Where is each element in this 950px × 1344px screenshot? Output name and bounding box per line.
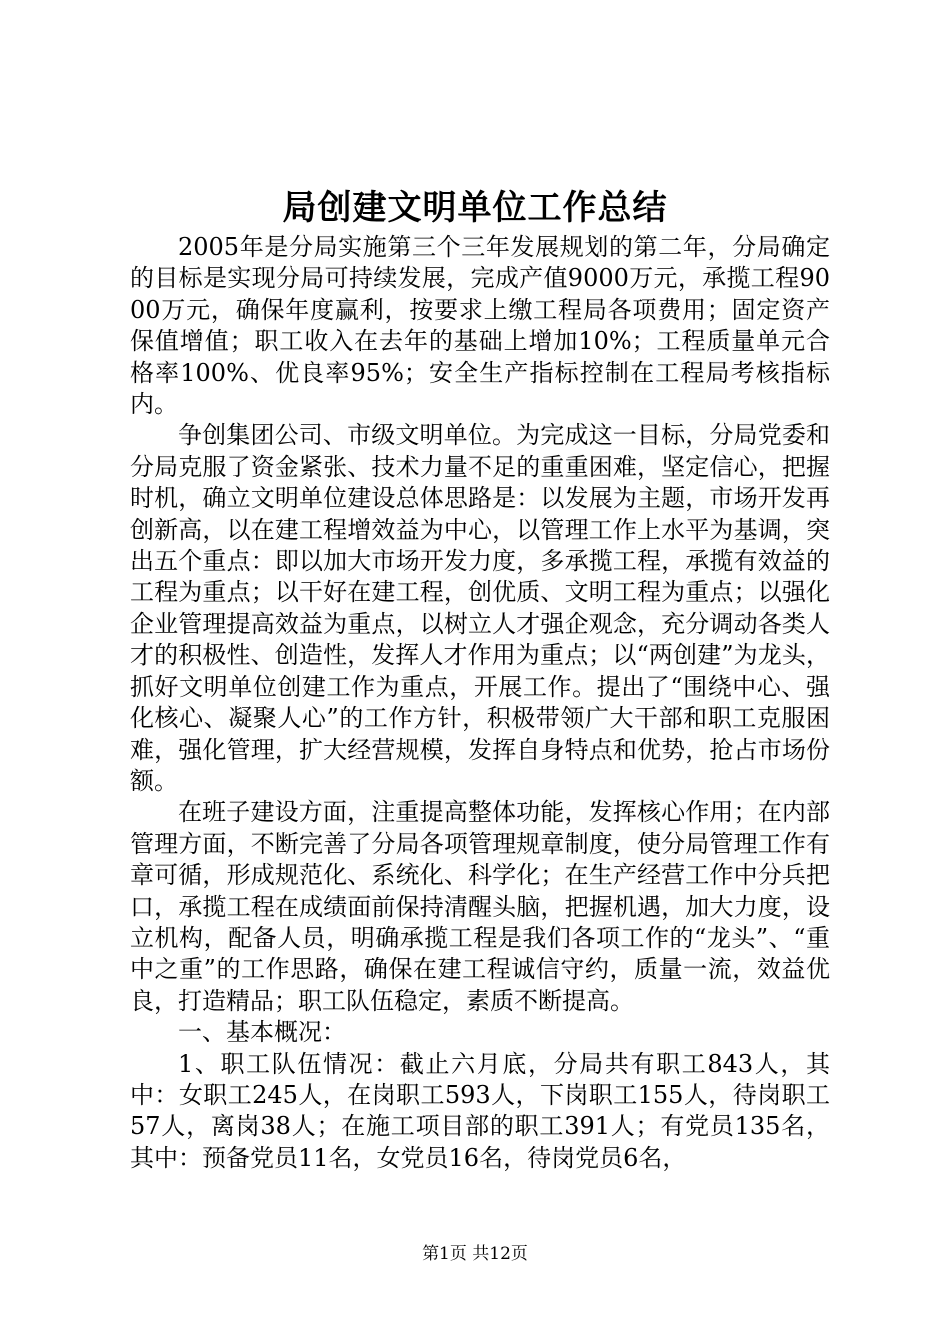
paragraph-intro: 2005年是分局实施第三个三年发展规划的第二年，分局确定的目标是实现分局可持续发展，完成产值9000万元，承揽工程9000万元，确保年度赢利，按要求上缴工程局各项费用；固定资产保值增值；职工收入在去年的基础上增加10%；工程质量单元合格率100%、优良率95%；安全生产指标控制在工程局考核指标内。 [130, 233, 830, 419]
paragraph-management: 在班子建设方面，注重提高整体功能，发挥核心作用；在内部管理方面，不断完善了分局各项管理规章制度，使分局管理工作有章可循，形成规范化、系统化、科学化；在生产经营工作中分兵把口，承揽工程在成绩面前保持清醒头脑，把握机遇，加大力度，设立机构，配备人员，明确承揽工程是我们各项工作的“龙头”、“重中之重”的工作思路，确保在建工程诚信守约，质量一流，效益优良，打造精品；职工队伍稳定，素质不断提高。 [130, 798, 830, 1015]
paragraph-staff: 1、职工队伍情况：截止六月底，分局共有职工843人，其中：女职工245人，在岗职工593人，下岗职工155人，待岗职工57人，离岗38人；在施工项目部的职工391人；有党员135名，其中：预备党员11名，女党员16名，待岗党员6名， [130, 1049, 830, 1172]
paragraph-goal: 争创集团公司、市级文明单位。为完成这一目标，分局党委和分局克服了资金紧张、技术力量不足的重重困难，坚定信心，把握时机，确立文明单位建设总体思路是：以发展为主题，市场开发再创新高，以在建工程增效益为中心，以管理工作上水平为基调，突出五个重点：即以加大市场开发力度，多承揽工程，承揽有效益的工程为重点；以干好在建工程，创优质、文明工程为重点；以强化企业管理提高效益为重点，以树立人才强企观念，充分调动各类人才的积极性、创造性，发挥人才作用为重点；以“两创建”为龙头，抓好文明单位创建工作为重点，开展工作。提出了“围绕中心、强化核心、凝聚人心”的工作方针，积极带领广大干部和职工克服困难，强化管理，扩大经营规模，发挥自身特点和优势，抢占市场份额。 [130, 421, 830, 795]
document-body [130, 232, 830, 1174]
document-title: 局创建文明单位工作总结 [282, 188, 668, 228]
page-footer: 第1页 共12页 [422, 1244, 528, 1264]
section-heading-overview: 一、基本概况： [178, 1018, 346, 1047]
